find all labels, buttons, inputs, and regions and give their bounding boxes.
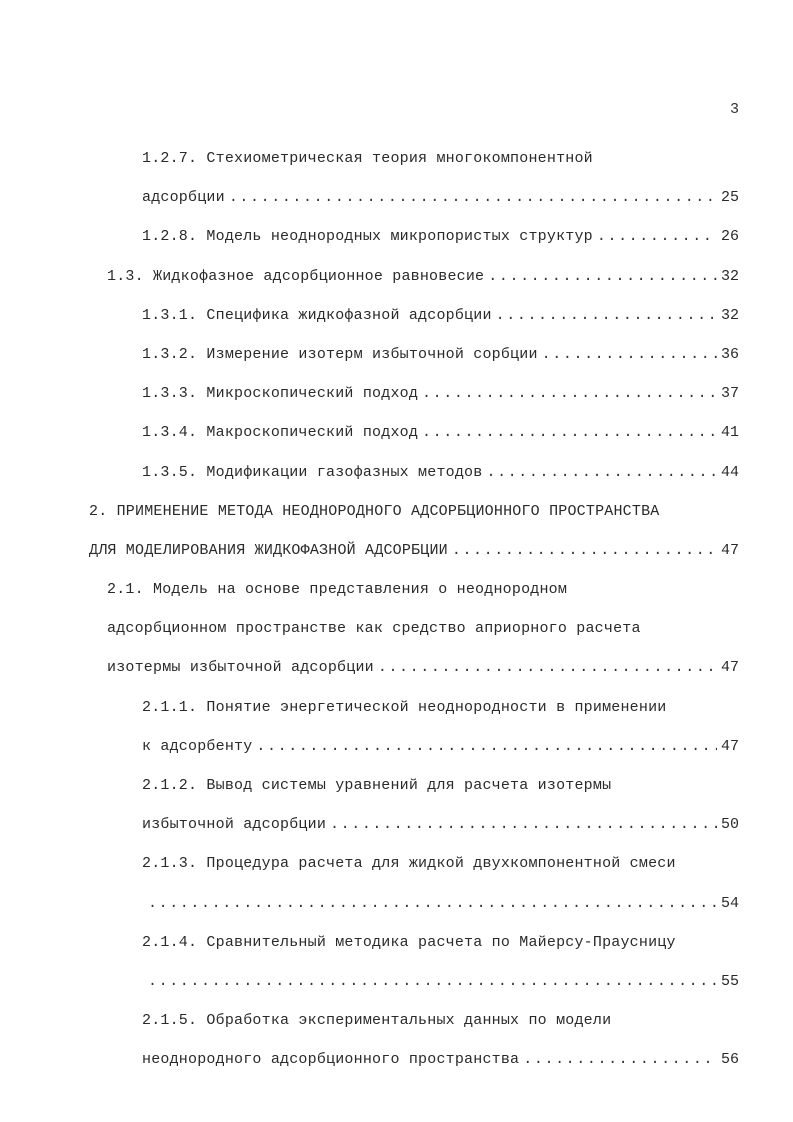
dot-leader bbox=[597, 224, 717, 250]
dot-leader bbox=[148, 891, 717, 917]
toc-entry bbox=[0, 460, 793, 499]
toc-entry bbox=[0, 185, 793, 224]
toc-entry bbox=[0, 303, 793, 342]
toc-entry-text: к адсорбенту bbox=[142, 737, 253, 755]
toc-entry-page: 25 bbox=[720, 189, 739, 207]
toc-entry-text: адсорбции bbox=[142, 189, 225, 207]
toc-entry-page: 47 bbox=[720, 541, 739, 559]
toc-entry-text: 2.1.4. Сравнительный методика расчета по Майерсу-Праусницу bbox=[142, 933, 676, 951]
toc-entry-text: избыточной адсорбции bbox=[142, 816, 327, 834]
dot-leader bbox=[486, 460, 717, 486]
dot-leader bbox=[523, 1047, 717, 1073]
toc-entry bbox=[0, 773, 793, 812]
toc-entry bbox=[0, 655, 793, 694]
dot-leader bbox=[542, 342, 717, 368]
toc-entry bbox=[0, 930, 793, 969]
toc-entry bbox=[0, 499, 793, 538]
toc-entry-page: 26 bbox=[720, 228, 739, 246]
toc-entry-text: 1.2.7. Стехиометрическая теория многокомпонентной bbox=[142, 150, 593, 167]
table-of-contents bbox=[0, 146, 793, 1087]
dot-leader bbox=[452, 538, 717, 564]
page-number: 3 bbox=[729, 101, 739, 118]
toc-entry bbox=[0, 420, 793, 459]
toc-entry-page: 54 bbox=[720, 894, 739, 912]
toc-entry-text: 1.3.1. Специфика жидкофазной адсорбции bbox=[142, 306, 492, 324]
toc-entry bbox=[0, 616, 793, 655]
toc-entry bbox=[0, 264, 793, 303]
dot-leader bbox=[422, 381, 717, 407]
toc-entry-text: 1.3.2. Измерение изотерм избыточной сорбции bbox=[142, 345, 538, 363]
dot-leader bbox=[488, 264, 717, 290]
toc-entry-text: 2.1. Модель на основе представления о неоднородном bbox=[107, 581, 568, 599]
toc-entry-text: неоднородного адсорбционного пространства bbox=[142, 1051, 520, 1069]
toc-entry-page: 41 bbox=[720, 424, 739, 442]
toc-entry-page: 36 bbox=[720, 345, 739, 363]
dot-leader bbox=[496, 303, 717, 329]
dot-leader bbox=[148, 969, 717, 995]
toc-entry-text: 1.3.3. Микроскопический подход bbox=[142, 385, 419, 403]
toc-entry-text: 1.3. Жидкофазное адсорбционное равновесие bbox=[107, 267, 485, 285]
toc-entry-text: 2.1.2. Вывод системы уравнений для расчета изотермы bbox=[142, 777, 612, 794]
dot-leader bbox=[422, 420, 717, 446]
toc-entry-text: 1.3.5. Модификации газофазных методов bbox=[142, 463, 483, 481]
toc-entry bbox=[0, 812, 793, 851]
toc-entry-text: 2.1.5. Обработка экспериментальных данных по модели bbox=[142, 1012, 612, 1030]
toc-entry bbox=[0, 577, 793, 616]
dot-leader bbox=[256, 734, 717, 760]
toc-entry bbox=[0, 1047, 793, 1086]
toc-entry-text: 1.2.8. Модель неоднородных микропористых структур bbox=[142, 228, 593, 246]
toc-entry-page: 50 bbox=[720, 816, 739, 834]
toc-entry-text: адсорбционном пространстве как средство априорного расчета bbox=[107, 620, 641, 638]
dot-leader bbox=[330, 812, 717, 838]
toc-entry-text: 2. ПРИМЕНЕНИЕ МЕТОДА НЕОДНОРОДНОГО АДСОРБЦИОННОГО ПРОСТРАНСТВА bbox=[89, 502, 660, 520]
toc-entry-page: 32 bbox=[720, 267, 739, 285]
toc-entry-page: 37 bbox=[720, 385, 739, 403]
toc-entry bbox=[0, 342, 793, 381]
toc-entry bbox=[0, 851, 793, 890]
toc-entry-page: 55 bbox=[720, 972, 739, 990]
toc-entry bbox=[0, 146, 793, 185]
toc-entry-text: 1.3.4. Макроскопический подход bbox=[142, 424, 419, 442]
toc-entry-page: 47 bbox=[720, 737, 739, 755]
dot-leader bbox=[229, 185, 717, 211]
toc-entry-page: 47 bbox=[720, 659, 739, 677]
toc-entry bbox=[0, 891, 793, 930]
toc-entry bbox=[0, 695, 793, 734]
toc-entry-text: 2.1.3. Процедура расчета для жидкой двухкомпонентной смеси bbox=[142, 855, 676, 873]
toc-entry bbox=[0, 538, 793, 577]
toc-entry-page: 56 bbox=[720, 1051, 739, 1069]
toc-entry-page: 32 bbox=[720, 306, 739, 324]
toc-entry-text: изотермы избыточной адсорбции bbox=[107, 659, 374, 677]
dot-leader bbox=[378, 655, 717, 681]
toc-entry bbox=[0, 381, 793, 420]
toc-entry-text: ДЛЯ МОДЕЛИРОВАНИЯ ЖИДКОФАЗНОЙ АДСОРБЦИИ bbox=[89, 541, 448, 559]
toc-entry-text: 2.1.1. Понятие энергетической неоднородности в применении bbox=[142, 698, 667, 716]
toc-entry bbox=[0, 969, 793, 1008]
toc-entry-page: 44 bbox=[720, 463, 739, 481]
toc-entry bbox=[0, 224, 793, 263]
toc-entry bbox=[0, 734, 793, 773]
toc-entry bbox=[0, 1008, 793, 1047]
